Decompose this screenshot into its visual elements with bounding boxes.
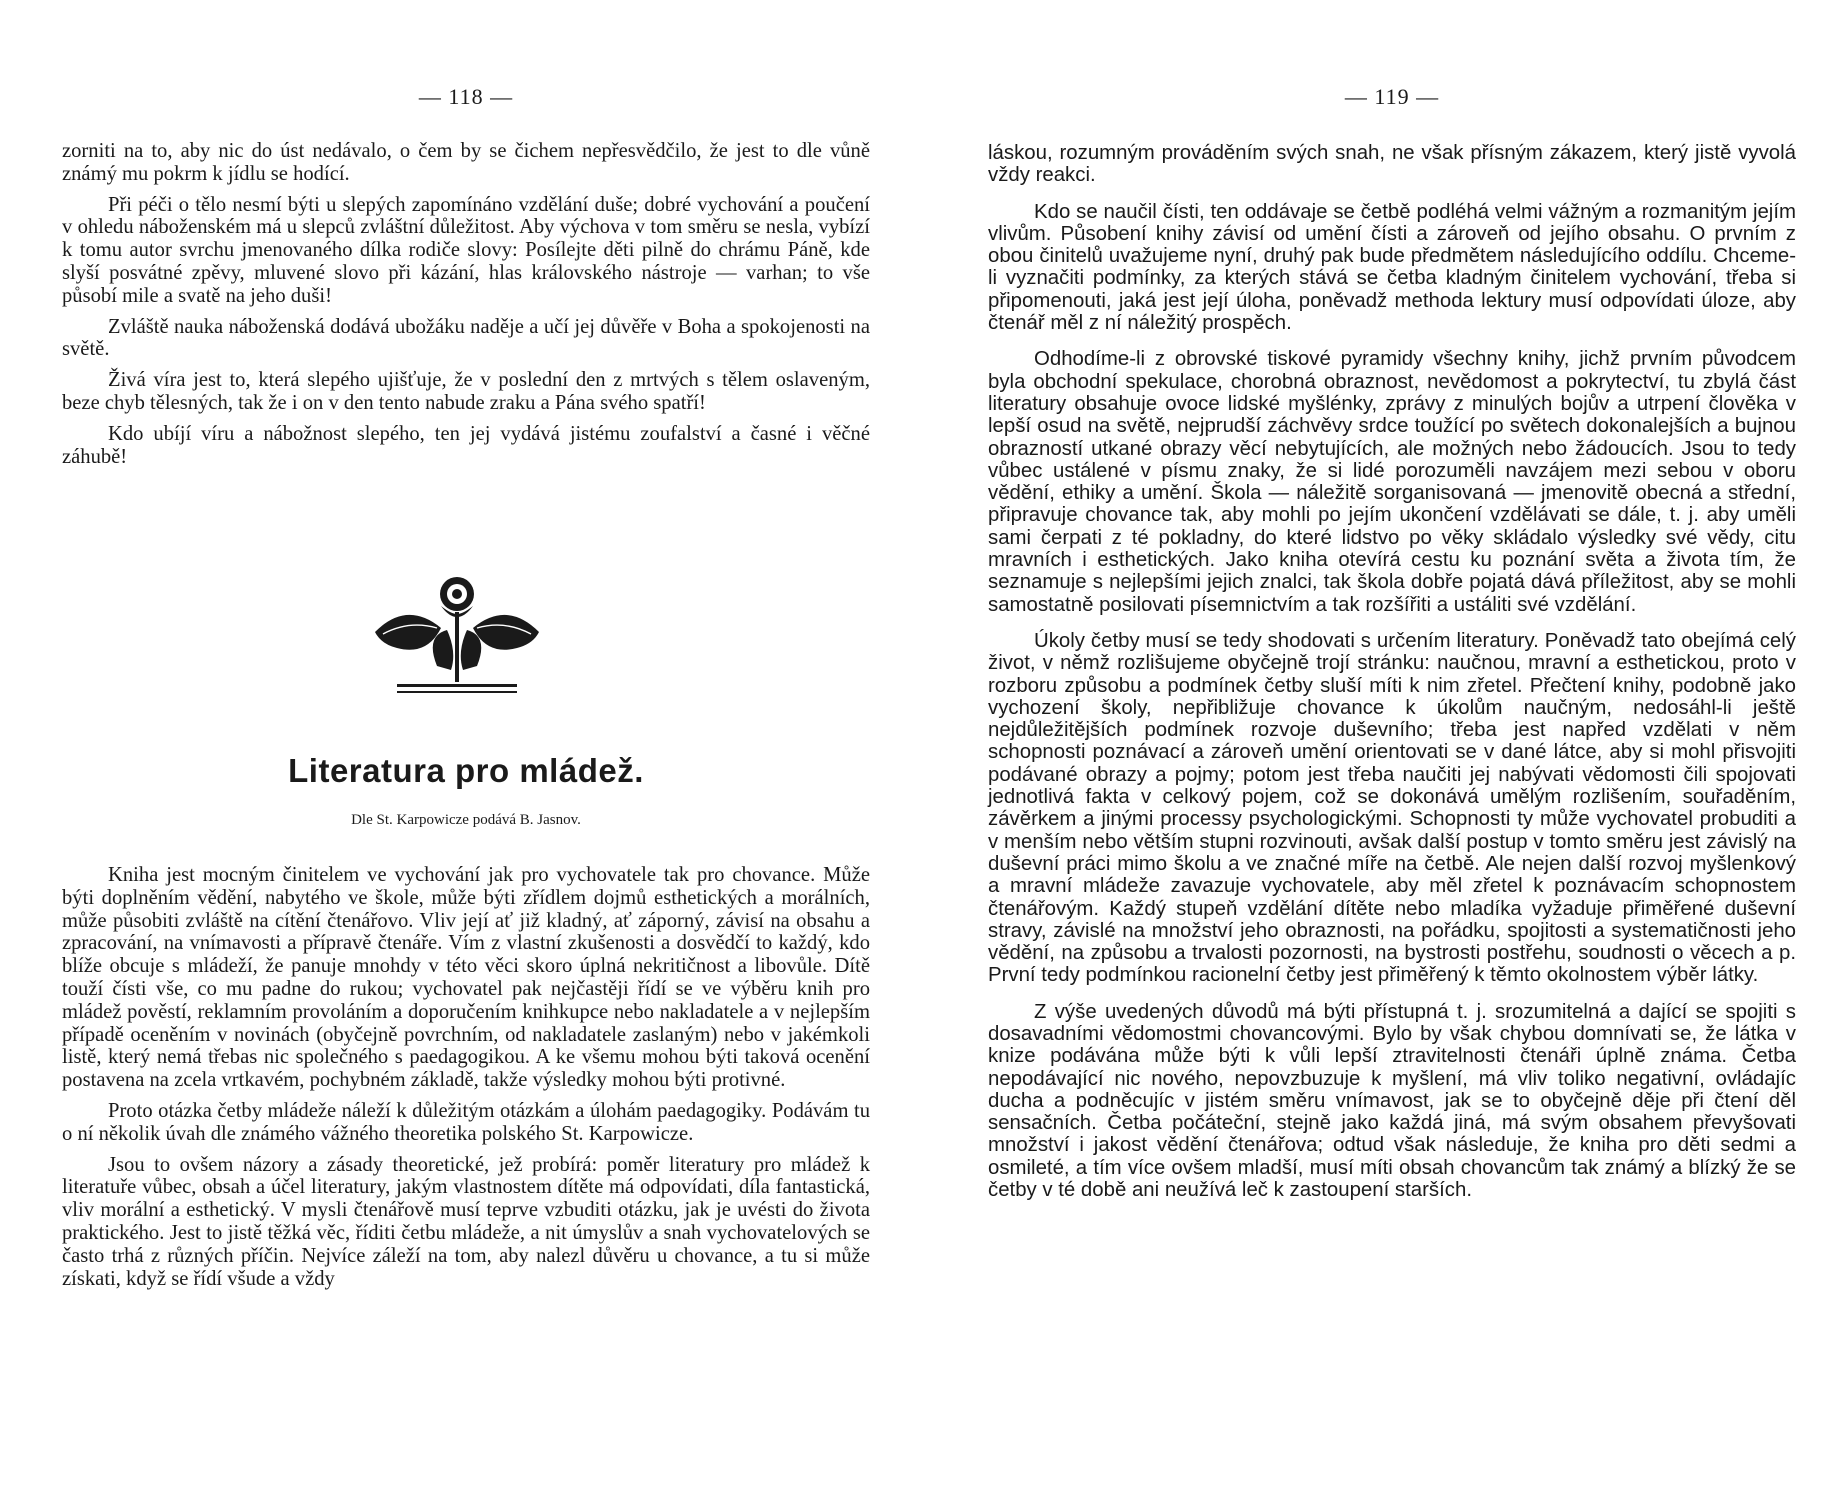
right-page-text <box>988 142 1796 1215</box>
paragraph: Úkoly četby musí se tedy shodovati s určením literatury. Poněvadž tato obejímá celý život, v němž rozlišujeme obyčejně trojí stránku: naučnou, mravní a esthetickou, proto v rozboru způsobu a podmínek četby sluší míti k nim zřetel. Přečtení knihy, podobně jako vychození školy, nepřibližuje chovance k úkolům naučným, nedosáhl-li ještě nejdůležitějších podmínek rozvoje duševního; třeba jest napřed vzdělati v něm schopnosti poznávací a zároveň umění orientovati se v dané látce, aby si mohl přisvojiti podávané obrazy a pojmy; potom jest třeba naučiti jej nabývati vědomosti čili spojovati jednotlivá fakta v celkový pojem, což se dokonává umělým rozlišením, souřaděním, závěrkem a jinými processy psychologickými. Schopnosti ty může vychovatel probuditi a v menším nebo větším stupni rozvinouti, avšak další postup v tomto směru jest závislý na duševní práci mimo školu a ve značné míře na četbě. Ale nejen další rozvoj myšlenkový a mravní mládeže zavazuje vychovatele, aby měl zřetel k poznávacím schopnostem čtenářovým. Každý stupeň vzdělání dítěte nebo mladíka vyžaduje přiměřené duševní stravy, závislé na množství jeho obraznosti, na pořádku, spojitosti a systematičnosti jeho vědění, na způsobu a trvalosti pozornosti, na bystrosti postřehu, soudnosti o věcech a p. První tedy podmínkou racionelní četby jest přiměřený k těmto okolnostem výběr látky. <box>988 629 1796 987</box>
paragraph: Kdo se naučil čísti, ten oddávaje se četbě podléhá velmi vážným a rozmanitým jejím vlivům. Působení knihy závisí od umění čísti a zároveň od jejího obsahu. O prvním z obou činitelů uvažujeme nyní, druhý pak bude předmětem následujícího oddílu. Chceme-li vyznačiti podmínky, za kterých stává se četba kladným činitelem vychování, třeba si připomenouti, jaká jest její úloha, poněvadž methoda lektury musí odpovídati úloze, aby čtenář měl z ní náležitý prospěch. <box>988 200 1796 335</box>
paragraph: Odhodíme-li z obrovské tiskové pyramidy všechny knihy, jichž prvním původcem byla obchodní spekulace, chorobná obraznost, nevědomost a pokrytectví, tu zbylá část literatury obsahuje ovoce lidské myšlénky, zprávy z minulých bojův a utrpení člověka v lepší osud na světě, nejprudší záchvěvy srdce toužící po světech dokonalejších a bujnou obrazností utkané obrazy věcí nebytujících, ale možných nebo žádoucích. Jsou to tedy vůbec ustálené v písmu znaky, že si lidé porozuměli navzájem mezi sebou v oboru vědění, ethiky a umění. Škola — náležitě sorganisovaná — jmenovitě obecná a střední, připravuje chovance tak, aby mohli po jejím ukončení vzdělávati se dále, t. j. aby uměli sami čerpati z té pokladny, do které lidstvo po věky skládalo výsledky své vědy, citu mravních i esthetických. Jako kniha otevírá cestu ku poznání světa a života tím, že seznamuje s nejlepšími jejich znalci, tak škola dobře pojatá dává příležitost, aby se mohli samostatně posilovati písemnictvím a tak rozšířiti a ustáliti své vzdělání. <box>988 348 1796 616</box>
floral-ornament-icon <box>367 570 547 700</box>
paragraph: Jsou to ovšem názory a zásady theoretické, jež probírá: poměr literatury pro mládež k literatuře vůbec, obsah a účel literatury, jakým vlastnostem dítěte má odpovídati, díla fantastická, vliv morální a esthetický. V mysli čtenářově musí teprve vzbuditi otázku, jak je uvésti do života praktického. Jest to jistě těžká věc, říditi četbu mládeže, a nit úmyslův a snah vychovatelových se často trhá z různých příčin. Nejvíce záleží na tom, aby nalezl důvěru u chovance, a tu si může získati, když se řídí všude a vždy <box>62 1153 870 1290</box>
paragraph: Kdo ubíjí víru a nábožnost slepého, ten jej vydává jistému zoufalství a časné i věčné záhubě! <box>62 422 870 468</box>
paragraph: Živá víra jest to, která slepého ujišťuje, že v poslední den z mrtvých s tělem oslaveným, beze chyb tělesných, tak že i on v den tento nabude zraku a Pána svého spatří! <box>62 369 870 414</box>
page-number: — 119 — <box>1344 84 1440 109</box>
left-page <box>62 0 870 1500</box>
article-body <box>62 864 870 1298</box>
article-byline: Dle St. Karpowicze podává B. Jasnov. <box>351 812 581 828</box>
paragraph: láskou, rozumným prováděním svých snah, ne však přísným zákazem, který jistě vyvolá vždy reakci. <box>988 142 1796 187</box>
paragraph: Proto otázka četby mládeže náleží k důležitým otázkám a úlohám paedagogiky. Podávám tu o ní několik úvah dle známého vážného theoretika polského St. Karpowicze. <box>62 1099 870 1145</box>
right-page <box>988 0 1796 1500</box>
paragraph: Zvláště nauka náboženská dodává ubožáku naděje a učí jej důvěře v Boha a spokojenosti na světě. <box>62 315 870 361</box>
paragraph: Kniha jest mocným činitelem ve vychování jak pro vychovatele tak pro chovance. Může býti doplněním vědění, nabytého ve škole, může býti zřídlem dojmů esthetických a morálních, může působiti zvláště na cítění čtenářovo. Vliv její ať již kladný, ať záporný, závisí na obsahu a zpracování, na vnímavosti a přípravě čtenáře. Vím z vlastní zkušenosti a dosvědčí to každý, kdo blíže obcuje s mládeží, že panuje mnohdy v této věci skoro úplná nekritičnost a libovůle. Dítě touží čísti vše, co mu padne do rukou; vychovatel pak nejčastěji řídí se ve výběru knih pro mládež pověstí, reklamním provoláním a doporučením knihkupce nebo nakladatele a v nejlepším případě oceněním v novinách (obyčejně povrchním, od nakladatele zaslaným) nebo v jakémkoli listě, který nemá třebas nic společného s paedagogikou. A ke všemu mohou býti taková ocenění postavena na zcela vrtkavém, pochybném základě, takže výsledky mohou býti protivné. <box>62 864 870 1092</box>
paragraph: zorniti na to, aby nic do úst nedávalo, o čem by se čichem nepřesvědčilo, že jest to dle vůně známý mu pokrm k jídlu se hodící. <box>62 140 870 185</box>
article-title: Literatura pro mládež. <box>288 752 644 789</box>
left-top-text <box>62 140 870 476</box>
paragraph: Z výše uvedených důvodů má býti přístupná t. j. srozumitelná a dající se spojiti s dosavadními vědomostmi chovancovými. Bylo by však chybou domnívati se, že látka v knize podávána může býti k vůli lepší ztravitelnosti čtenáři úplně známa. Četba nepodávající nic nového, nepovzbuzuje k myšlení, má vliv toliko negativní, ovládajíc ducha a podněcujíc v jistém směru vnímavost, jak se to obyčejně děje při čtení děl sensačních. Četba počáteční, stejně jako každá jiná, má svým obsahem převyšovati množství i jakost vědění čtenářova; odtud však následuje, že kniha pro děti sedmi a osmileté, a tím více ovšem mladší, musí míti obsah chovancům tak známý a blízký že se četby v té době ani neužívá leč k zastoupení starších. <box>988 1000 1796 1202</box>
paragraph: Při péči o tělo nesmí býti u slepých zapomínáno vzdělání duše; dobré vychování a poučení v ohledu náboženském má u slepců zvláštní důležitost. Aby výchova v tom směru se nesla, vybízí k tomu autor svrchu jmenovaného dílka rodiče slovy: Posílejte děti pilně do chrámu Páně, kde slyší posvátné zpěvy, mluvené slovo při kázání, hlas královského nástroje — varhan; to vše působí mile a svatě na jeho duši! <box>62 193 870 307</box>
page-number: — 118 — <box>418 84 514 109</box>
